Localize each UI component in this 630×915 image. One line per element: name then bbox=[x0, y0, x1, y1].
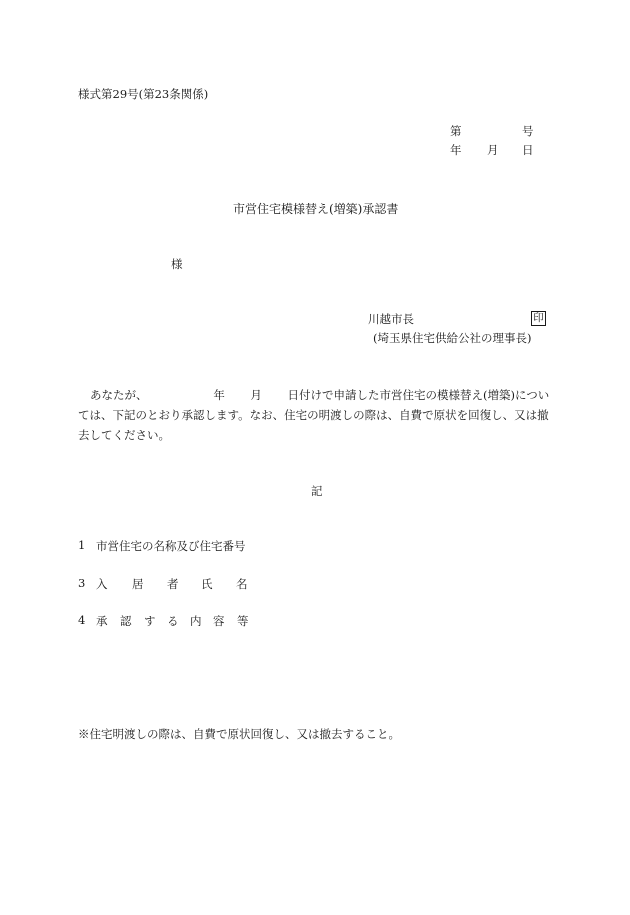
item-1-number: 1 bbox=[78, 538, 86, 552]
body-intro: あなたが、 bbox=[90, 388, 148, 402]
footnote: ※住宅明渡しの際は、自費で原状回復し、又は撤去すること。 bbox=[78, 727, 400, 741]
item-3-char: 名 bbox=[236, 577, 248, 591]
body-rest: 日付けで申請した市営住宅の模様替え(増築)については、下記のとおり承認します。なお、住宅の明渡しの際は、自費で原状を回復し、又は撤去してください。 bbox=[78, 388, 550, 442]
date-month-label: 月 bbox=[487, 143, 499, 157]
form-number: 様式第29号(第23条関係) bbox=[78, 87, 209, 101]
body-paragraph bbox=[78, 385, 556, 445]
addressee-suffix: 様 bbox=[171, 257, 183, 271]
item-4-char: 内 bbox=[190, 614, 202, 628]
item-3-char: 居 bbox=[132, 577, 144, 591]
seal-stamp: 印 bbox=[531, 311, 546, 326]
doc-number-dai: 第 bbox=[450, 124, 462, 138]
document-title: 市営住宅模様替え(増築)承認書 bbox=[233, 202, 399, 216]
item-3-char: 入 bbox=[96, 577, 108, 591]
item-3-char: 者 bbox=[167, 577, 179, 591]
issuer-name: 川越市長 bbox=[368, 312, 414, 326]
item-3-char: 氏 bbox=[201, 577, 213, 591]
item-4-char: す bbox=[144, 614, 156, 628]
item-4-char: 等 bbox=[237, 614, 249, 628]
item-4-char: 認 bbox=[120, 614, 132, 628]
item-1-label: 市営住宅の名称及び住宅番号 bbox=[96, 539, 246, 553]
item-4-char: る bbox=[167, 614, 179, 628]
body-year-label: 年 bbox=[213, 388, 225, 402]
ki-heading: 記 bbox=[311, 484, 323, 498]
item-4-char: 承 bbox=[96, 614, 108, 628]
body-month-label: 月 bbox=[250, 388, 262, 402]
date-day-label: 日 bbox=[522, 143, 534, 157]
doc-number-go: 号 bbox=[522, 124, 534, 138]
item-4-number: 4 bbox=[78, 613, 86, 627]
date-year-label: 年 bbox=[450, 143, 462, 157]
issuer-alt: (埼玉県住宅供給公社の理事長) bbox=[373, 331, 532, 345]
item-3-number: 3 bbox=[78, 576, 86, 590]
item-4-char: 容 bbox=[213, 614, 225, 628]
